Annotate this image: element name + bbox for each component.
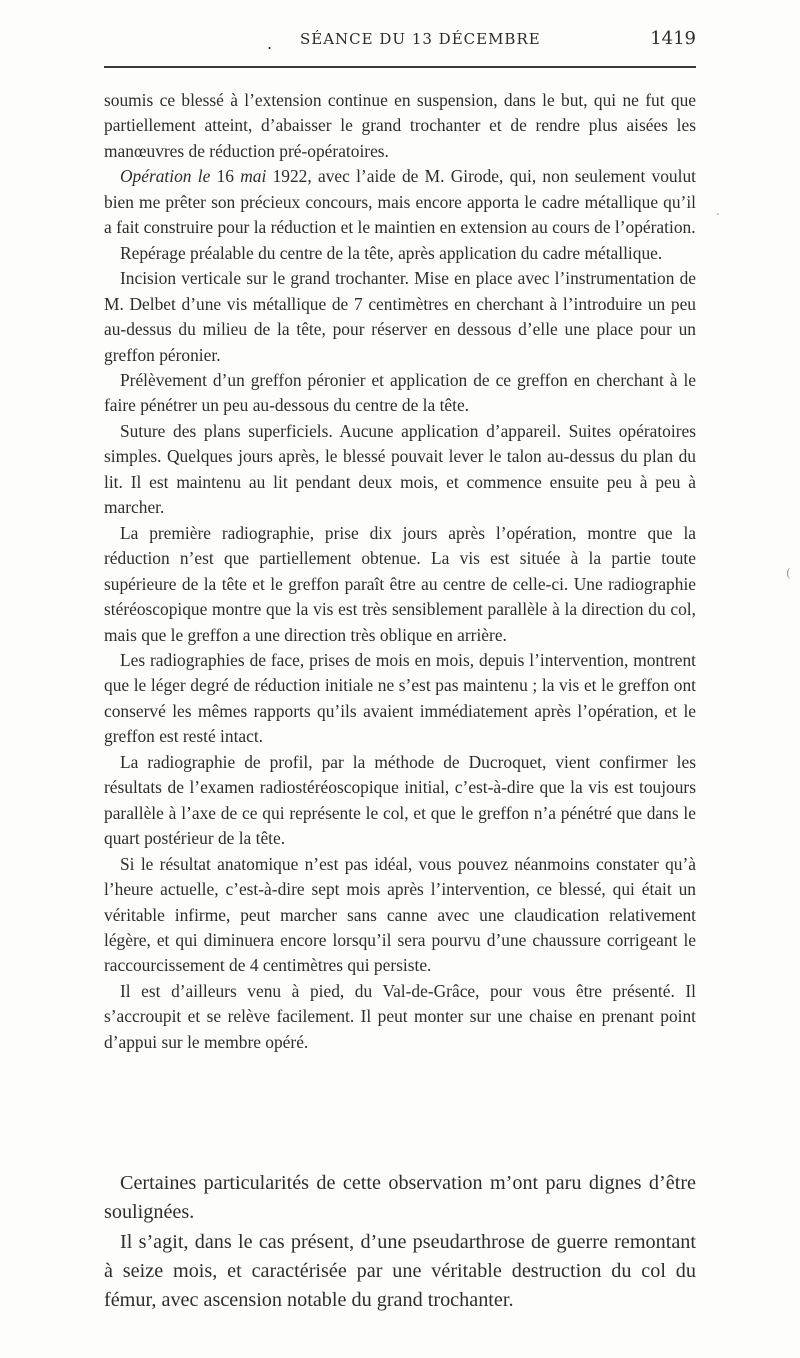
operation-day: 16 — [216, 166, 234, 187]
header-rule — [104, 66, 696, 68]
commentary-paragraph-1: Certaines particularités de cette observation m’ont paru dignes d’être soulignées. — [104, 1172, 696, 1224]
commentary-paragraph-2: Il s’agit, dans le cas présent, d’une pseudarthrose de guerre remontant à seize mois, et caractérisée par une véritable destruction du col du fémur, avec ascension notable du grand trochanter. — [104, 1230, 696, 1312]
paragraph-4: Incision verticale sur le grand trochanter. Mise en place avec l’instrumentation de M. Delbet d’une vis métallique de 7 centimètres en cherchant à l’introduire un peu au-dessus du milieu de la tête, pour réserver en dessous d’elle une place pour un greffon péronier. — [104, 268, 696, 365]
paragraph-11: Il est d’ailleurs venu à pied, du Val-de-Grâce, pour vous être présenté. Il s’accroupit et se relève facilement. Il peut monter sur une chaise en prenant point d’appui sur le membre opéré. — [104, 980, 696, 1052]
paragraph-7: La première radiographie, prise dix jours après l’opération, montre que la réduction n’est que partiellement obtenue. La vis est située à la partie toute supérieure de la tête et le greffon paraît être au centre de celle-ci. Une radiographie stéréoscopique montre que la vis est très sensiblement parallèle à la direction du col, mais que le greffon a une direction très oblique en arrière. — [104, 522, 696, 645]
margin-mark-2: ( — [786, 566, 791, 580]
commentary-text — [104, 1169, 696, 1315]
running-header — [104, 26, 696, 56]
paragraph-1: soumis ce blessé à l’extension continue en suspension, dans le but, qui ne fut que partiellement atteint, d’abaisser le grand trochanter et de rendre plus aisées les manœuvres de réduction pré-opératoires. — [104, 90, 696, 161]
paragraph-5: Prélèvement d’un greffon péronier et application de ce greffon en cherchant à le faire pénétrer un peu au-dessous du centre de la tête. — [104, 369, 696, 416]
page-number: 1419 — [650, 28, 696, 49]
paragraph-6: Suture des plans superficiels. Aucune application d’appareil. Suites opératoires simples. Quelques jours après, le blessé pouvait lever le talon au-dessus du plan du lit. Il est maintenu au lit pendant deux mois, et commence ensuite peu à peu à marcher. — [104, 420, 696, 518]
paragraph-8: Les radiographies de face, prises de mois en mois, depuis l’intervention, montrent que le léger degré de réduction initiale ne s’est pas maintenu ; la vis et le greffon ont conservé les mêmes rapports qu’ils avaient immédiatement après l’opération, et le greffon est resté intact. — [104, 649, 696, 747]
running-title: SÉANCE DU 13 DÉCEMBRE — [300, 30, 541, 48]
paragraph-9: La radiographie de profil, par la méthode de Ducroquet, vient confirmer les résultats de l’examen radiostéréoscopique initial, c’est-à-dire que la vis est toujours parallèle à l’axe de ce qui représente le col, et que le greffon n’a pénétré que dans le quart postérieur de la tête. — [104, 751, 696, 849]
operation-label: Opération le — [120, 166, 211, 187]
paragraph-3: Repérage préalable du centre de la tête, après application du cadre métallique. — [120, 242, 663, 263]
header-dot: . — [267, 34, 273, 53]
operation-month: mai — [240, 166, 267, 187]
body-text — [104, 88, 696, 1055]
margin-mark-1: . — [716, 204, 720, 218]
paragraph-2 — [104, 164, 696, 240]
paragraph-10: Si le résultat anatomique n’est pas idéal, vous pouvez néanmoins constater qu’à l’heure actuelle, c’est-à-dire sept mois après l’intervention, ce blessé, qui était un véritable infirme, peut marcher sans canne avec une claudication relativement légère, et qui diminuera encore lorsqu’il sera pourvu d’une chaussure corrigeant le raccourcissement de 4 centimètres qui persiste. — [104, 853, 696, 976]
operation-text: 1922, avec l’aide de M. Girode, qui, non seulement voulut bien me prêter son précieux concours, mais encore apporta le cadre métallique qu’il a fait construire pour la réduction et le maintien en extension au cours de l’opération. — [104, 166, 696, 238]
